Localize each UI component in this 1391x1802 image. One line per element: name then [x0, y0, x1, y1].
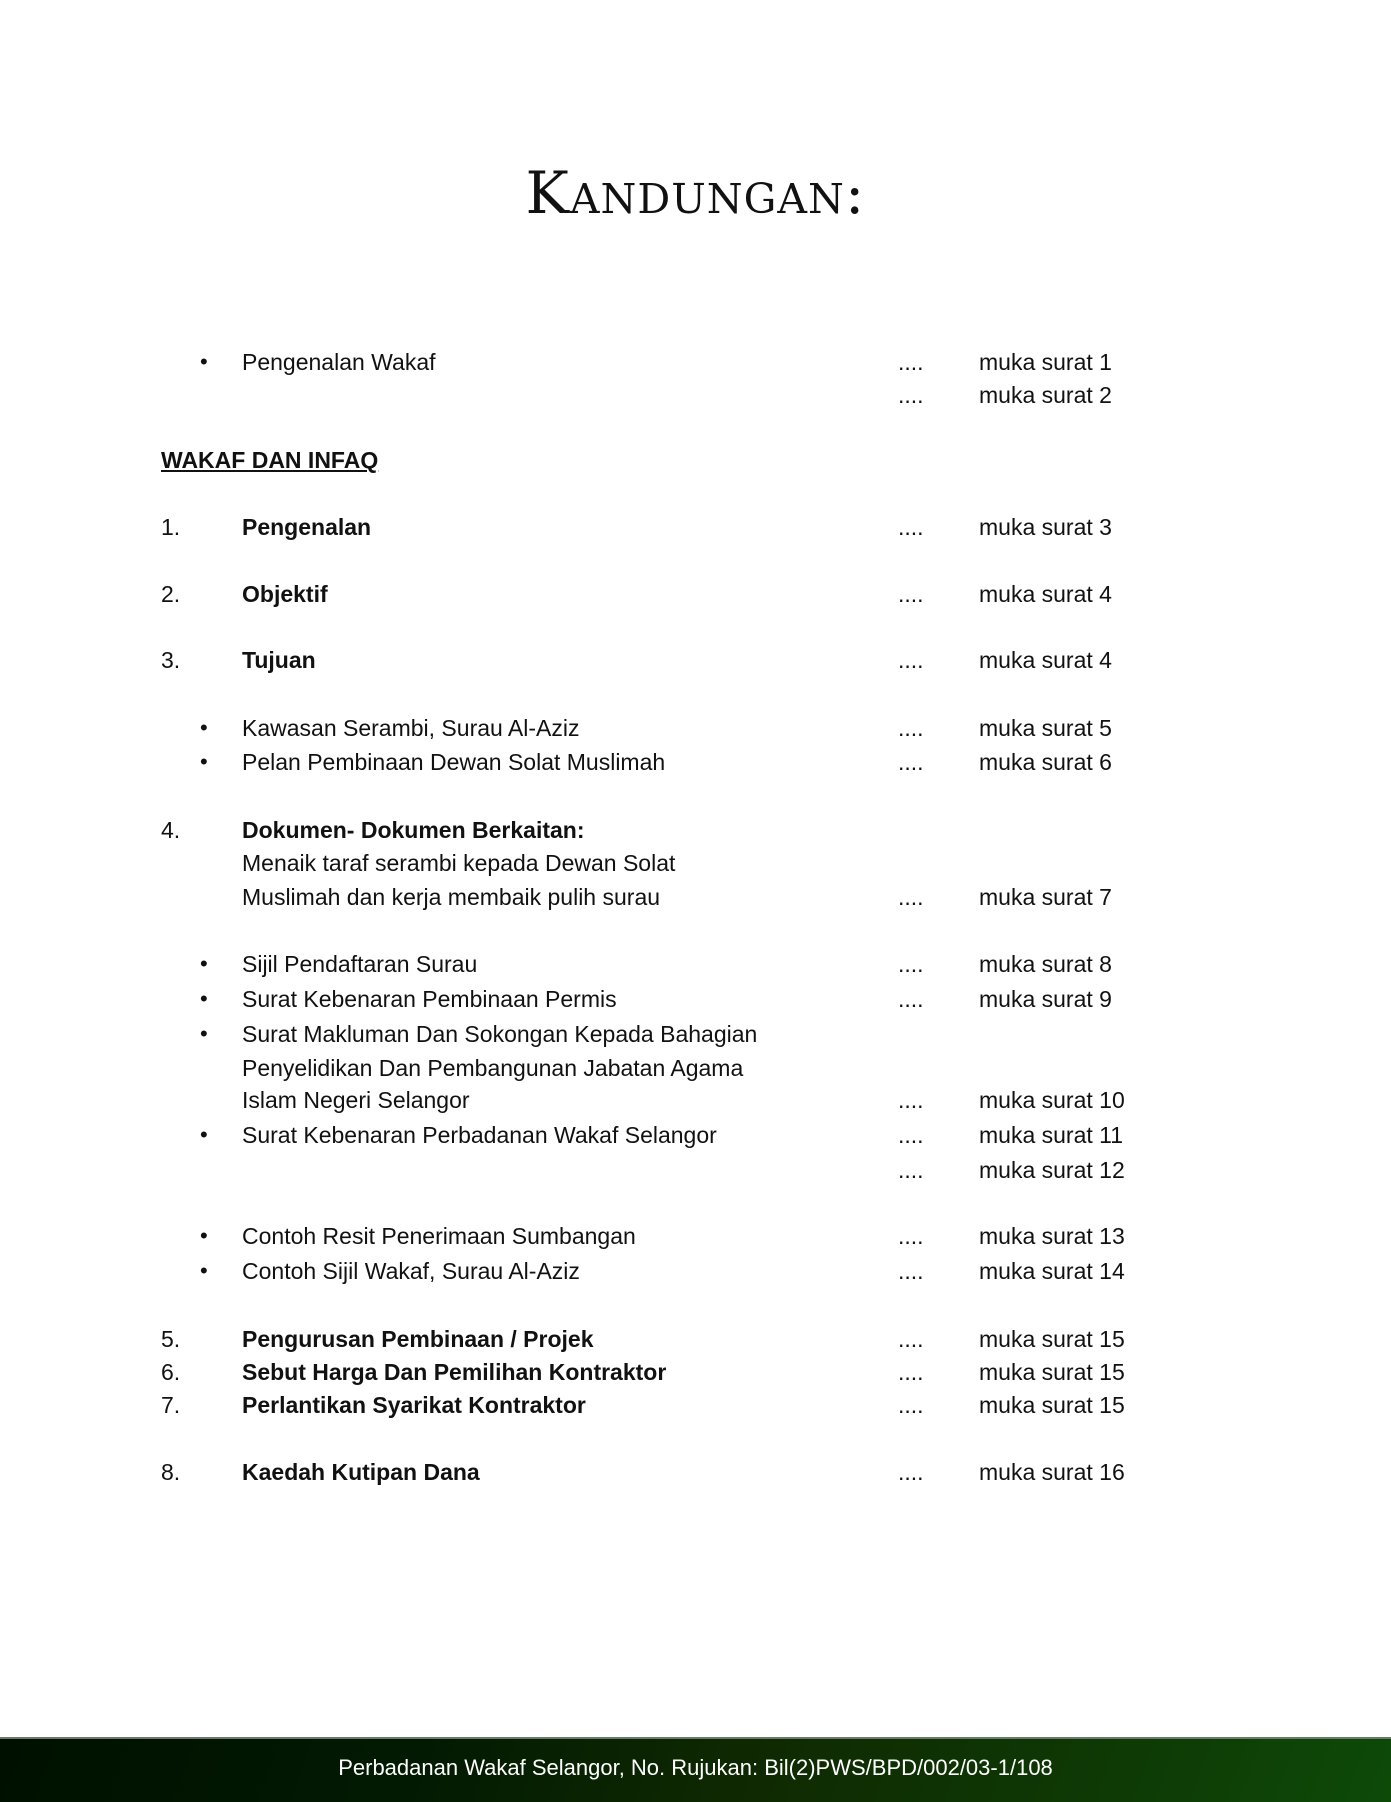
toc-dots: .... [898, 581, 924, 607]
toc-number: 5. [161, 1326, 181, 1352]
toc-dots: .... [898, 1392, 924, 1418]
toc-number: 1. [161, 514, 181, 540]
toc-page: muka surat 7 [979, 884, 1112, 910]
toc-dots: .... [898, 1326, 924, 1352]
toc-page: muka surat 13 [979, 1223, 1125, 1249]
toc-dots: .... [898, 1122, 924, 1148]
toc-dots: .... [898, 1223, 924, 1249]
toc-dots: .... [898, 514, 924, 540]
toc-label: Sijil Pendaftaran Surau [242, 951, 478, 977]
toc-dots: .... [898, 1157, 924, 1183]
toc-page: muka surat 12 [979, 1157, 1125, 1183]
bullet-icon: • [200, 951, 208, 976]
toc-page: muka surat 15 [979, 1326, 1125, 1352]
toc-dots: .... [898, 749, 924, 775]
toc-label: Sebut Harga Dan Pemilihan Kontraktor [242, 1359, 667, 1385]
toc-number: 7. [161, 1392, 181, 1418]
toc-page: muka surat 1 [979, 349, 1112, 375]
toc-page: muka surat 14 [979, 1258, 1125, 1284]
toc-page: muka surat 15 [979, 1392, 1125, 1418]
toc-dots: .... [898, 1459, 924, 1485]
toc-label-line: Penyelidikan Dan Pembangunan Jabatan Agama [242, 1055, 744, 1081]
section-heading: WAKAF DAN INFAQ [161, 447, 379, 473]
toc-dots: .... [898, 647, 924, 673]
toc-dots: .... [898, 1087, 924, 1113]
toc-dots: .... [898, 382, 924, 408]
toc-page: muka surat 11 [979, 1122, 1124, 1148]
toc-page: muka surat 10 [979, 1087, 1125, 1113]
toc-page: muka surat 5 [979, 715, 1112, 741]
toc-label: Pengenalan [242, 514, 372, 540]
toc-label: Surat Kebenaran Perbadanan Wakaf Selangor [242, 1122, 717, 1148]
toc-number: 2. [161, 581, 181, 607]
toc-page: muka surat 3 [979, 514, 1112, 540]
toc-label-line: Muslimah dan kerja membaik pulih surau [242, 884, 661, 910]
toc-dots: .... [898, 986, 924, 1012]
toc-number: 4. [161, 817, 181, 843]
toc-label: Perlantikan Syarikat Kontraktor [242, 1392, 586, 1418]
toc-dots: .... [898, 715, 924, 741]
bullet-icon: • [200, 986, 208, 1011]
bullet-icon: • [200, 749, 208, 774]
bullet-icon: • [200, 1122, 208, 1147]
toc-label: Surat Makluman Dan Sokongan Kepada Bahagian [242, 1021, 758, 1047]
toc-dots: .... [898, 951, 924, 977]
toc-page: muka surat 2 [979, 382, 1112, 408]
toc-label: Dokumen- Dokumen Berkaitan: [242, 817, 585, 843]
toc-page: muka surat 8 [979, 951, 1112, 977]
footer-text: Perbadanan Wakaf Selangor, No. Rujukan: Bil(2)PWS/BPD/002/03-1/108 [338, 1755, 1053, 1780]
toc-label-line: Islam Negeri Selangor [242, 1087, 470, 1113]
toc-dots: .... [898, 884, 924, 910]
toc-page: muka surat 15 [979, 1359, 1125, 1385]
toc-label: Contoh Sijil Wakaf, Surau Al-Aziz [242, 1258, 580, 1284]
footer-bar [0, 1737, 1391, 1802]
toc-label: Tujuan [242, 647, 316, 673]
toc-page: muka surat 9 [979, 986, 1112, 1012]
toc-number: 8. [161, 1459, 181, 1485]
bullet-icon: • [200, 1021, 208, 1046]
toc-page: muka surat 6 [979, 749, 1112, 775]
toc-label: Pelan Pembinaan Dewan Solat Muslimah [242, 749, 666, 775]
toc-page: muka surat 4 [979, 647, 1112, 673]
toc-label: Objektif [242, 581, 328, 607]
toc-label: Surat Kebenaran Pembinaan Permis [242, 986, 617, 1012]
toc-label: Pengurusan Pembinaan / Projek [242, 1326, 594, 1352]
toc-dots: .... [898, 1258, 924, 1284]
toc-page: muka surat 4 [979, 581, 1112, 607]
toc-dots: .... [898, 1359, 924, 1385]
toc-label-line: Menaik taraf serambi kepada Dewan Solat [242, 850, 676, 876]
toc-label: Pengenalan Wakaf [242, 349, 436, 375]
bullet-icon: • [200, 349, 208, 374]
bullet-icon: • [200, 1258, 208, 1283]
toc-label: Contoh Resit Penerimaan Sumbangan [242, 1223, 636, 1249]
toc-number: 3. [161, 647, 181, 673]
toc-label: Kaedah Kutipan Dana [242, 1459, 480, 1485]
toc-page: muka surat 16 [979, 1459, 1125, 1485]
toc-number: 6. [161, 1359, 181, 1385]
toc-label: Kawasan Serambi, Surau Al-Aziz [242, 715, 580, 741]
page-title: Kandungan: [525, 159, 866, 227]
bullet-icon: • [200, 1223, 208, 1248]
toc-dots: .... [898, 349, 924, 375]
bullet-icon: • [200, 715, 208, 740]
